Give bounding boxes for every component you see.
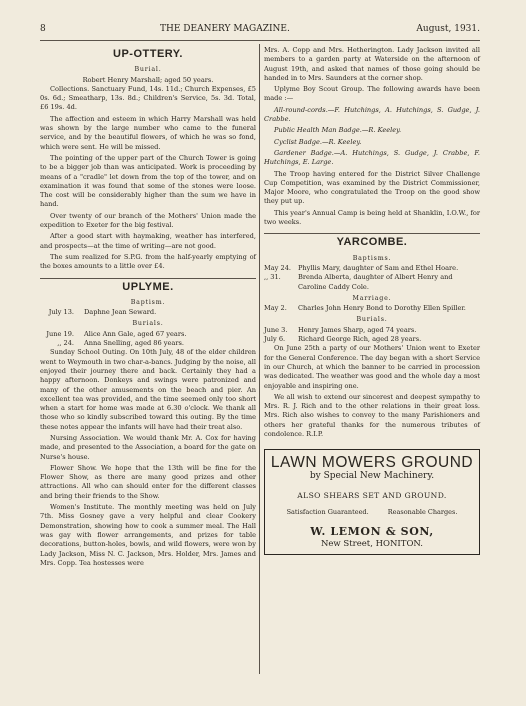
advert-satisfaction: Satisfaction Guaranteed.: [286, 508, 369, 517]
upottery-burial-heading: Burial.: [134, 66, 162, 74]
upottery-paragraph: After a good start with haymaking, weather has interfered, and prospects—at the time of writing—are not good.: [40, 232, 256, 250]
advert-charges: Reasonable Charges.: [387, 508, 458, 517]
camp-paragraph: This year's Annual Camp is being held at Shanklin, I.O.W., for two weeks.: [264, 208, 480, 227]
uplyme-section: [40, 280, 256, 569]
advert-firm-name: W. LEMON & SON,: [310, 525, 434, 539]
advert-headline: LAWN MOWERS GROUND: [270, 454, 474, 472]
upottery-paragraph: The pointing of the upper part of the Church Tower is going to be a bigger job than was anticipated. Work is proceeding by means of a "cradle" let down from the top of the tower, and on examination it was found that some of the stones were loose. The cost will be considerably higher than the sum we have in hand.: [40, 153, 256, 209]
yarcombe-baptisms-heading: Baptisms.: [352, 254, 392, 262]
advert-terms: [269, 508, 475, 517]
yarcombe-burials-heading: Burials.: [356, 316, 388, 324]
magazine-title: THE DEANERY MAGAZINE.: [160, 24, 290, 34]
upottery-burial-entry: Robert Henry Marshall; aged 50 years.: [82, 75, 214, 84]
right-column: [264, 46, 480, 555]
troop-paragraph: The Troop having entered for the District Silver Challenge Cup Competition, was examined by the District Commissioner, Major Moore, who congratulated the Troop on the good show they put up.: [264, 169, 480, 206]
upottery-collections: Collections. Sanctuary Fund, 14s. 11d.; Church Expenses, £5 0s. 6d.; Smeatharp, 13s. 8d.; Children's Service, 5s. 3d. Total, £6 19s. 4d.: [40, 84, 256, 112]
uplyme-heading: UPLYME.: [122, 280, 174, 293]
uplyme-continuation: Mrs. A. Copp and Mrs. Hetherington. Lady Jackson invited all members to a garden party at Waterside on the afternoon of August 19th, and asked that names of those going should be handed in to Mrs. Saunders at the corner shop.: [264, 46, 480, 82]
yarcombe-baptism-entry: ,, 31. Brenda Alberta, daughter of Albert Henry and Caroline Caddy Cole.: [264, 273, 453, 291]
yarcombe-marriage-entry: May 2. Charles John Henry Bond to Dorothy Ellen Spiller.: [264, 304, 466, 313]
uplyme-paragraph: Women's Institute. The monthly meeting was held on July 7th. Miss Gosney gave a very helpful and clear Cookery Demonstration, showing how to cook a summer meal. The Hall was gay with flower arrangements, and prizes for table decorations, button-holes, bowls, and wild flowers, were won by Lady Jackson, Miss N. C. Jackson, Mrs. Holder, Mrs. James and Mrs. Copp. Tea hostesses were: [40, 503, 256, 567]
yarcombe-paragraph: We all wish to extend our sincerest and deepest sympathy to Mrs. R. J. Rich and to the other relations in their great loss. Mrs. Rich also wishes to convey to the many Parishioners and others her grateful thanks for the numerous tributes of condolence. R.I.P.: [264, 392, 480, 438]
advert-shears-line: ALSO SHEARS SET AND GROUND.: [297, 490, 447, 500]
yarcombe-baptism-entry: May 24. Phyllis Mary, daughter of Sam and Ethel Hoare.: [264, 263, 459, 272]
yarcombe-marriage-heading: Marriage.: [352, 294, 392, 302]
page-number: 8: [40, 24, 46, 34]
uplyme-paragraph: Sunday School Outing. On 10th July, 48 of the elder children went to Weymouth in two char-a-bancs. Judging by the noise, all enjoyed their journey there and back. Certainly they had a happy afternoon. Donkeys and swings were patronized and many of the other amusements on the beach and pier. An excellent tea was provided, and the time seemed only too short when a start for home was made at 6.30 o'clock. We thank all those who so kindly subscribed toward this outing. By the time these notes appear the infants will have had their treat also.: [40, 348, 256, 431]
upottery-paragraph: The sum realized for S.P.G. from the half-yearly emptying of the boxes amounts to a little over £4.: [40, 252, 256, 271]
yarcombe-heading: YARCOMBE.: [336, 236, 408, 249]
header-rule: [40, 40, 480, 41]
scout-award: Public Health Man Badge.—R. Keeley.: [274, 126, 402, 135]
lawn-mower-advert: [264, 449, 480, 555]
upottery-paragraph: Over twenty of our branch of the Mothers' Union made the expedition to Exeter for the big festival.: [40, 211, 256, 230]
uplyme-paragraph: Flower Show. We hope that the 13th will be fine for the Flower Show, as there are many good prizes and other attractions. All who can should enter for the different classes and bring their friends to the Show.: [40, 463, 256, 500]
section-rule: [40, 278, 256, 279]
uplyme-baptism-heading: Baptism.: [130, 298, 166, 306]
yarcombe-burial-entry: July 6. Richard George Rich, aged 28 years.: [264, 335, 422, 344]
uplyme-paragraph: Nursing Association. We would thank Mr. A. Cox for having made, and presented to the Association, a board for the gate on Nurse's house.: [40, 433, 256, 461]
page-header: [40, 24, 480, 38]
left-column: [40, 46, 256, 570]
yarcombe-section: [264, 238, 480, 439]
column-divider: [259, 44, 260, 674]
uplyme-burial-entry: June 19. Alice Ann Gale, aged 67 years.: [46, 329, 187, 338]
section-rule: [264, 233, 480, 234]
advert-subline: by Special New Machinery.: [309, 470, 435, 481]
uplyme-burial-entry: ,, 24. Anna Snelling, aged 86 years.: [57, 339, 184, 348]
scout-award: Gardener Badge.—A. Hutchings, S. Gudge, J. Crabbe, F. Hutchings, E. Large.: [264, 148, 480, 167]
uplyme-burials-heading: Burials.: [132, 320, 164, 328]
scout-award: All-round-cords.—F. Hutchings, A. Hutchings, S. Gudge, J. Crabbe.: [264, 105, 480, 124]
upottery-paragraph: The affection and esteem in which Harry Marshall was held was shown by the large number who came to the funeral service, and by the beautiful flowers, of which he was so fond, which were sent. He will be missed.: [40, 114, 256, 151]
yarcombe-paragraph: On June 25th a party of our Mothers' Union went to Exeter for the General Conference. The day began with a short Service in our Church, at which the banner to be carried in procession was dedicated. The weather was good and the whole day a most enjoyable and inspiring one.: [264, 344, 480, 390]
scout-award: Cyclist Badge.—R. Keeley.: [274, 137, 362, 146]
scouts-intro: Uplyme Boy Scout Group. The following awards have been made :—: [264, 85, 480, 103]
upottery-section: [40, 50, 256, 272]
uplyme-baptism-entry: July 13. Daphne Jean Seward.: [48, 308, 157, 317]
advert-address: New Street, HONITON.: [320, 538, 424, 549]
upottery-heading: UP-OTTERY.: [113, 48, 183, 60]
issue-date: August, 1931.: [416, 24, 480, 34]
yarcombe-burial-entry: June 3. Henry James Sharp, aged 74 years.: [264, 325, 417, 334]
